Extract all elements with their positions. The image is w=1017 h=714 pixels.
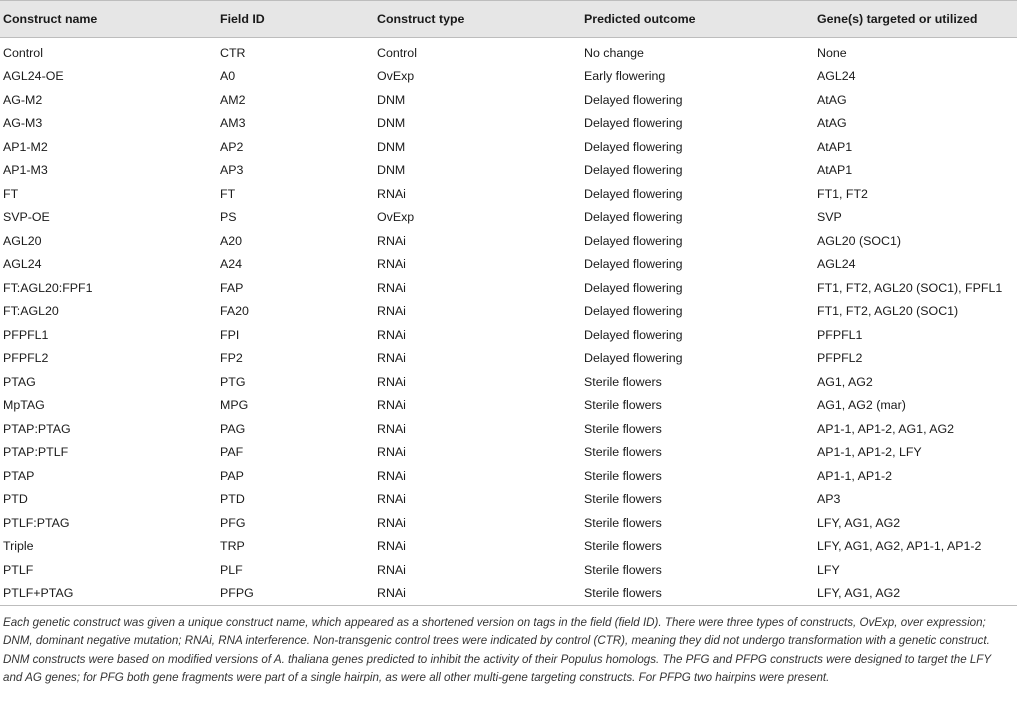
- cell-construct-type: OvExp: [377, 69, 415, 84]
- table-row: [0, 253, 1017, 277]
- cell-construct-type: RNAi: [377, 280, 406, 295]
- cell-field-id: PTG: [220, 374, 246, 389]
- cell-construct-type: RNAi: [377, 374, 406, 389]
- cell-genes-targeted: AtAP1: [817, 163, 853, 178]
- cell-field-id: PS: [220, 210, 237, 225]
- table-header: [0, 1, 1017, 38]
- cell-genes-targeted: AP1-1, AP1-2: [817, 468, 893, 483]
- cell-construct-type: DNM: [377, 92, 406, 107]
- table-row: [0, 394, 1017, 418]
- table-row: [0, 511, 1017, 535]
- cell-construct-name: AP1-M3: [3, 163, 48, 178]
- table-body: [0, 38, 1017, 606]
- cell-genes-targeted: AP1-1, AP1-2, LFY: [817, 445, 922, 460]
- cell-construct-type: RNAi: [377, 421, 406, 436]
- cell-construct-type: RNAi: [377, 257, 406, 272]
- table-row: [0, 206, 1017, 230]
- cell-construct-type: RNAi: [377, 445, 406, 460]
- cell-genes-targeted: LFY, AG1, AG2, AP1-1, AP1-2: [817, 539, 982, 554]
- cell-field-id: PAF: [220, 445, 244, 460]
- cell-genes-targeted: None: [817, 45, 847, 60]
- cell-predicted-outcome: Delayed flowering: [584, 327, 683, 342]
- cell-construct-type: RNAi: [377, 515, 406, 530]
- cell-field-id: FPI: [220, 327, 240, 342]
- cell-construct-name: FT:AGL20:FPF1: [3, 280, 93, 295]
- cell-field-id: AM2: [220, 92, 246, 107]
- table-row: [0, 135, 1017, 159]
- cell-construct-type: RNAi: [377, 492, 406, 507]
- cell-construct-name: PTAP:PTLF: [3, 445, 69, 460]
- header-predicted-outcome: Predicted outcome: [581, 1, 814, 38]
- header-genes-targeted: Gene(s) targeted or utilized: [814, 1, 1017, 38]
- cell-construct-name: PTAP:PTAG: [3, 421, 71, 436]
- table-row: [0, 88, 1017, 112]
- cell-construct-name: Triple: [3, 539, 34, 554]
- cell-construct-name: AG-M3: [3, 116, 43, 131]
- cell-predicted-outcome: Sterile flowers: [581, 582, 814, 606]
- cell-field-id: FAP: [220, 280, 244, 295]
- cell-predicted-outcome: Sterile flowers: [584, 445, 662, 460]
- cell-predicted-outcome: Sterile flowers: [584, 515, 662, 530]
- cell-construct-name: FT:AGL20: [3, 304, 59, 319]
- cell-construct-type: RNAi: [377, 186, 406, 201]
- cell-construct-type: Control: [377, 45, 417, 60]
- cell-field-id: FA20: [220, 304, 249, 319]
- cell-predicted-outcome: Delayed flowering: [584, 351, 683, 366]
- cell-field-id: PFG: [220, 515, 246, 530]
- cell-construct-name: PTLF: [3, 562, 34, 577]
- cell-construct-name: AGL24-OE: [3, 69, 64, 84]
- table-row: [0, 558, 1017, 582]
- cell-construct-name: PFPFL1: [3, 327, 49, 342]
- cell-genes-targeted: AP1-1, AP1-2, AG1, AG2: [817, 421, 955, 436]
- cell-predicted-outcome: Delayed flowering: [584, 186, 683, 201]
- cell-construct-type: RNAi: [377, 562, 406, 577]
- table-row: [0, 535, 1017, 559]
- cell-field-id: CTR: [220, 45, 246, 60]
- cell-construct-type: DNM: [377, 163, 406, 178]
- cell-genes-targeted: PFPFL2: [817, 351, 863, 366]
- cell-genes-targeted: AGL24: [817, 69, 856, 84]
- cell-genes-targeted: SVP: [817, 210, 842, 225]
- cell-genes-targeted: AtAG: [817, 92, 847, 107]
- cell-construct-type: RNAi: [374, 582, 581, 606]
- table-row: [0, 582, 1017, 606]
- table-row: [0, 112, 1017, 136]
- table-footnote: Each genetic construct was given a unique construct name, which appeared as a shortened version on tags in the field (field ID). There were three types of constructs, OvExp, over expression; DNM, dominant negative mutation; RNAi, RNA interference. Non-transgenic control trees were indicated by control (CTR), meaning they did not undergo transformation with a genetic construct. DNM constructs were based on modified versions of A. thaliana genes predicted to inhibit the activity of their Populus homologs. The PFG and PFPG constructs were designed to target the LFY and AG genes; for PFG both gene fragments were part of a single hairpin, as were all other multi-gene targeting constructs. For PFPG two hairpins were present.: [3, 616, 991, 684]
- cell-construct-name: AG-M2: [3, 92, 43, 107]
- cell-construct-type: RNAi: [377, 304, 406, 319]
- cell-construct-type: RNAi: [377, 539, 406, 554]
- table-row: [0, 488, 1017, 512]
- header-construct-name: Construct name: [0, 1, 217, 38]
- table-row: [0, 347, 1017, 371]
- cell-construct-type: RNAi: [377, 468, 406, 483]
- cell-field-id: AP3: [220, 163, 244, 178]
- cell-construct-name: Control: [3, 45, 43, 60]
- cell-predicted-outcome: Early flowering: [584, 69, 666, 84]
- header-field-id: Field ID: [217, 1, 374, 38]
- cell-field-id: PAP: [220, 468, 244, 483]
- cell-genes-targeted: PFPFL1: [817, 327, 863, 342]
- cell-field-id: PFPG: [217, 582, 374, 606]
- cell-genes-targeted: FT1, FT2: [817, 186, 868, 201]
- cell-predicted-outcome: Sterile flowers: [584, 374, 662, 389]
- cell-predicted-outcome: Delayed flowering: [584, 280, 683, 295]
- table-row: [0, 441, 1017, 465]
- cell-predicted-outcome: Delayed flowering: [584, 139, 683, 154]
- cell-construct-name: AGL24: [3, 257, 42, 272]
- cell-construct-type: DNM: [377, 116, 406, 131]
- cell-field-id: A20: [220, 233, 243, 248]
- cell-genes-targeted: AtAP1: [817, 139, 853, 154]
- cell-predicted-outcome: Delayed flowering: [584, 257, 683, 272]
- cell-genes-targeted: LFY, AG1, AG2: [814, 582, 1017, 606]
- table-row: [0, 370, 1017, 394]
- cell-construct-name: MpTAG: [3, 398, 45, 413]
- cell-construct-name: FT: [3, 186, 19, 201]
- cell-field-id: MPG: [220, 398, 249, 413]
- cell-construct-name: PFPFL2: [3, 351, 49, 366]
- cell-predicted-outcome: Delayed flowering: [584, 116, 683, 131]
- cell-field-id: FT: [220, 186, 236, 201]
- cell-predicted-outcome: Delayed flowering: [584, 233, 683, 248]
- cell-field-id: A0: [220, 69, 236, 84]
- cell-predicted-outcome: Sterile flowers: [584, 562, 662, 577]
- cell-construct-name: SVP-OE: [3, 210, 50, 225]
- cell-construct-type: RNAi: [377, 233, 406, 248]
- cell-field-id: AM3: [220, 116, 246, 131]
- cell-construct-name: PTAG: [3, 374, 36, 389]
- cell-genes-targeted: LFY: [817, 562, 840, 577]
- table-row: [0, 417, 1017, 441]
- cell-field-id: PAG: [220, 421, 246, 436]
- cell-construct-type: RNAi: [377, 351, 406, 366]
- cell-predicted-outcome: Sterile flowers: [584, 492, 662, 507]
- cell-genes-targeted: AGL24: [817, 257, 856, 272]
- cell-field-id: AP2: [220, 139, 244, 154]
- table-row: [0, 229, 1017, 253]
- cell-genes-targeted: AtAG: [817, 116, 847, 131]
- cell-genes-targeted: AG1, AG2: [817, 374, 873, 389]
- cell-predicted-outcome: Delayed flowering: [584, 92, 683, 107]
- cell-genes-targeted: AG1, AG2 (mar): [817, 398, 906, 413]
- cell-construct-name: PTLF:PTAG: [3, 515, 70, 530]
- cell-field-id: PLF: [220, 562, 243, 577]
- cell-field-id: PTD: [220, 492, 245, 507]
- cell-predicted-outcome: Sterile flowers: [584, 539, 662, 554]
- table-row: [0, 276, 1017, 300]
- table-row: [0, 159, 1017, 183]
- cell-predicted-outcome: No change: [584, 45, 644, 60]
- cell-construct-type: DNM: [377, 139, 406, 154]
- cell-construct-name: PTLF+PTAG: [0, 582, 217, 606]
- cell-construct-type: RNAi: [377, 398, 406, 413]
- cell-predicted-outcome: Sterile flowers: [584, 398, 662, 413]
- table-row: [0, 464, 1017, 488]
- header-row: [0, 1, 1017, 38]
- cell-construct-name: PTAP: [3, 468, 35, 483]
- cell-field-id: FP2: [220, 351, 243, 366]
- cell-field-id: TRP: [220, 539, 245, 554]
- cell-construct-name: PTD: [3, 492, 28, 507]
- header-construct-type: Construct type: [374, 1, 581, 38]
- table-row: [0, 323, 1017, 347]
- cell-predicted-outcome: Delayed flowering: [584, 163, 683, 178]
- cell-predicted-outcome: Delayed flowering: [584, 304, 683, 319]
- cell-predicted-outcome: Sterile flowers: [584, 468, 662, 483]
- cell-genes-targeted: AGL20 (SOC1): [817, 233, 902, 248]
- cell-construct-type: OvExp: [377, 210, 415, 225]
- table-row: [0, 300, 1017, 324]
- cell-field-id: A24: [220, 257, 243, 272]
- cell-genes-targeted: FT1, FT2, AGL20 (SOC1), FPFL1: [817, 280, 1003, 295]
- table-row: [0, 182, 1017, 206]
- cell-predicted-outcome: Sterile flowers: [584, 421, 662, 436]
- cell-genes-targeted: FT1, FT2, AGL20 (SOC1): [817, 304, 959, 319]
- cell-construct-type: RNAi: [377, 327, 406, 342]
- table-row: [0, 38, 1017, 65]
- cell-construct-name: AGL20: [3, 233, 42, 248]
- table-row: [0, 65, 1017, 89]
- cell-predicted-outcome: Delayed flowering: [584, 210, 683, 225]
- cell-genes-targeted: AP3: [817, 492, 841, 507]
- cell-construct-name: AP1-M2: [3, 139, 48, 154]
- cell-genes-targeted: LFY, AG1, AG2: [817, 515, 901, 530]
